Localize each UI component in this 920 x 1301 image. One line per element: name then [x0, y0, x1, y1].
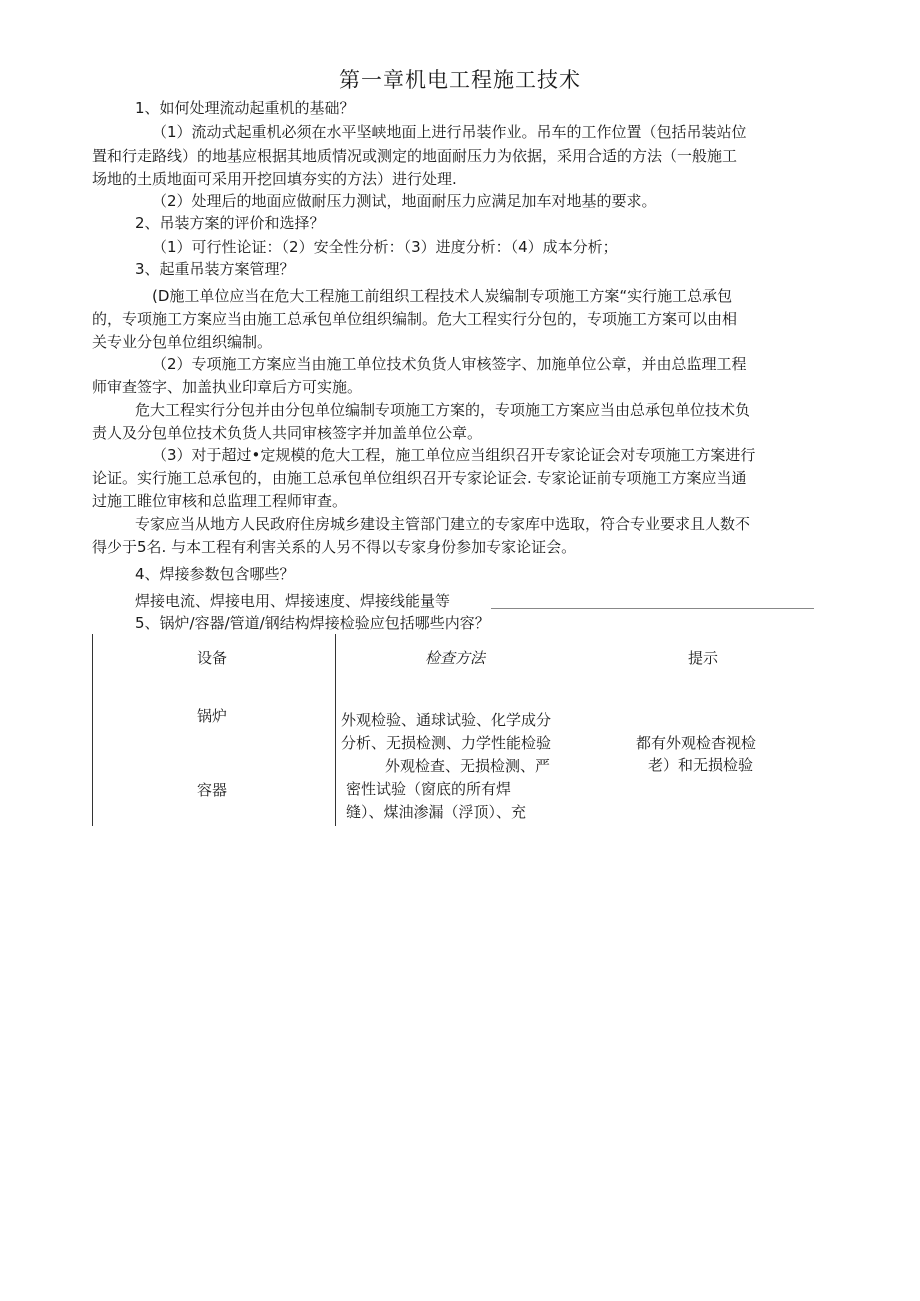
q3-p4-line3: 过施工睢位审核和总监理工程师审查。: [92, 492, 348, 510]
q5-heading: 5、锅炉/容器/管道/钢结构焊接检验应包括哪些内容？: [135, 614, 490, 632]
table-method-line5: 缝）、煤油渗漏（浮顶）、充: [346, 803, 527, 821]
q1-heading: 1、如何处理流动起重机的基础？: [135, 99, 355, 117]
q1-p1-line2: 置和行走路线）的地基应根据其地质情况或测定的地面耐压力为依据，采用合适的方法（一般施工: [92, 147, 738, 165]
table-header-device: 设备: [197, 649, 228, 667]
q3-p2-line2: 师审查签字、加盖执业印章后方可实施。: [92, 378, 363, 396]
q2-answer: （1）可行性论证：（2）安全性分析：（3）进度分析：（4）成本分析；: [152, 238, 618, 256]
q2-heading: 2、吊装方案的评价和选择？: [135, 214, 325, 232]
q3-p2-line1: （2）专项施工方案应当由施工单位技术负货人审核签字、加施单位公章，并由总监理工程: [152, 355, 747, 373]
q4-answer: 焊接电流、焊接电用、焊接速度、焊接线能量等: [135, 592, 451, 610]
q1-p2: （2）处理后的地面应做耐压力测试，地面耐压力应满足加车对地基的要求。: [152, 192, 657, 210]
table-method-line2: 分析、无损检测、力学性能检验: [341, 734, 552, 752]
answer-underline: [491, 608, 814, 609]
table-left-border: [92, 634, 93, 826]
q3-p1-line1: (D施工单位应当在危大工程施工前组织工程技术人炭编制专项施工方案“实行施工总承包: [152, 287, 733, 305]
q3-p3-line2: 责人及分包单位技术负货人共同审核签字并加盖单位公章。: [92, 424, 483, 442]
q3-p4-line2: 论证。实行施工总承包的，由施工总承包单位组织召开专家论证会. 专家论证前专项施工方案应当通: [92, 469, 747, 487]
q4-heading: 4、焊接参数包含哪些？: [135, 565, 295, 583]
q3-p5-line2: 得少于5名. 与本工程有利害关系的人另不得以专家身份参加专家论证会。: [92, 538, 577, 556]
q1-p1-line1: （1）流动式起重机必须在水平坚峡地面上进行吊装作业。吊车的工作位置（包括吊装站位: [152, 123, 747, 141]
table-device-boiler: 锅炉: [197, 707, 228, 725]
table-tip-line2: 老）和无损检验: [648, 756, 754, 774]
table-column-divider: [335, 634, 336, 826]
q3-p4-line1: （3）对于超过•定规模的危大工程，施工单位应当组织召开专家论证会对专项施工方案进行: [152, 446, 756, 464]
table-device-vessel: 容器: [197, 781, 228, 799]
q3-p1-line2: 的，专项施工方案应当由施工总承包单位组织编制。危大工程实行分包的，专项施工方案可以由相: [92, 310, 738, 328]
table-method-line3: 外观检查、无损检测、严: [385, 757, 551, 775]
table-tip-line1: 都有外观检杳视检: [636, 734, 757, 752]
page-title: 第一章机电工程施工技术: [339, 68, 581, 92]
q3-heading: 3、起重吊装方案管理？: [135, 260, 295, 278]
q3-p5-line1: 专家应当从地方人民政府住房城乡建设主管部门建立的专家库中选取，符合专业要求且人数不: [135, 515, 751, 533]
table-header-method: 检查方法: [425, 649, 486, 667]
table-header-tip: 提示: [688, 649, 719, 667]
q3-p3-line1: 危大工程实行分包并由分包单位编制专项施工方案的，专项施工方案应当由总承包单位技术负: [135, 401, 751, 419]
table-method-line4: 密性试验（窗底的所有焊: [346, 780, 512, 798]
q1-p1-line3: 场地的土质地面可采用开挖回填夯实的方法）进行处理.: [92, 170, 457, 188]
table-method-line1: 外观检验、通球试验、化学成分: [341, 711, 552, 729]
q3-p1-line3: 关专业分包单位组织编制。: [92, 333, 273, 351]
